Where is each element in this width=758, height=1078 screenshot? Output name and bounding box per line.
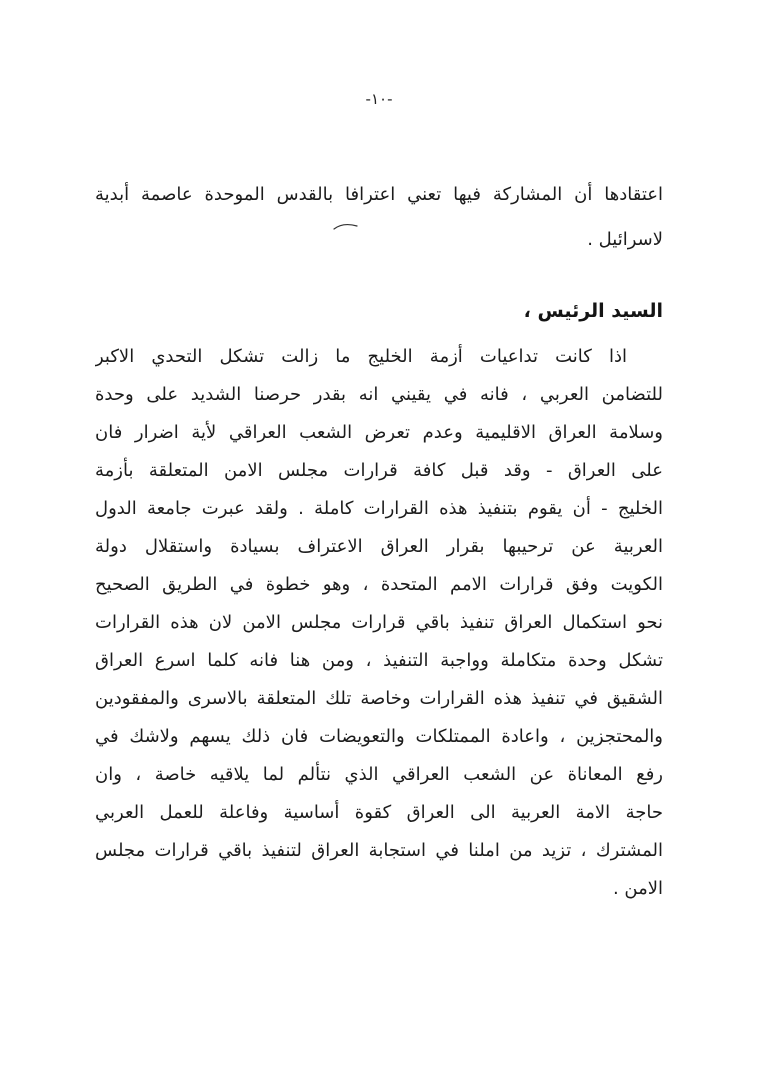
paragraph-line: اعتقادها أن المشاركة فيها تعني اعترافا بالقدس الموحدة عاصمة أبدية <box>95 184 663 205</box>
paragraph-line: والمحتجزين ، واعادة الممتلكات والتعويضات فان ذلك يسهم ولاشك في <box>95 726 663 747</box>
paragraph-line: رفع المعاناة عن الشعب العراقي الذي نتألم لما يلاقيه خاصة ، وان <box>95 764 663 785</box>
paragraph-line: المشترك ، تزيد من املنا في استجابة العراق لتنفيذ باقي قرارات مجلس <box>95 840 663 861</box>
page-number: -١٠- <box>365 90 393 108</box>
paragraph-line: الخليج - أن يقوم بتنفيذ هذه القرارات كاملة . ولقد عبرت جامعة الدول <box>95 498 663 519</box>
paragraph-line: تشكل وحدة متكاملة وواجبة التنفيذ ، ومن هنا فانه كلما اسرع العراق <box>95 650 663 671</box>
paragraph-line: الامن . <box>612 878 663 899</box>
paragraph-line: العربية عن ترحيبها بقرار العراق الاعتراف بسيادة واستقلال دولة <box>95 536 663 557</box>
paragraph-line: اذا كانت تداعيات أزمة الخليج ما زالت تشكل التحدي الاكبر <box>95 346 627 367</box>
stray-ink-mark <box>333 221 359 233</box>
paragraph-line: لاسرائيل . <box>587 229 663 250</box>
paragraph-line: حاجة الامة العربية الى العراق كقوة أساسية وفاعلة للعمل العربي <box>95 802 663 823</box>
paragraph-line: الشقيق في تنفيذ هذه القرارات وخاصة تلك المتعلقة بالاسرى والمفقودين <box>95 688 663 709</box>
paragraph-line: الكويت وفق قرارات الامم المتحدة ، وهو خطوة في الطريق الصحيح <box>95 574 663 595</box>
opening-paragraph <box>95 172 663 262</box>
paragraph-line: على العراق - وقد قبل كافة قرارات مجلس الامن المتعلقة بأزمة <box>95 460 663 481</box>
paragraph-line: للتضامن العربي ، فانه في يقيني انه بقدر حرصنا الشديد على وحدة <box>95 384 663 405</box>
paragraph-line: وسلامة العراق الاقليمية وعدم تعرض الشعب العراقي لأية اضرار فان <box>95 422 663 443</box>
body-paragraph <box>95 338 663 908</box>
salutation-heading: السيد الرئيس ، <box>523 300 663 322</box>
paragraph-line: نحو استكمال العراق تنفيذ باقي قرارات مجلس الامن لان هذه القرارات <box>95 612 663 633</box>
